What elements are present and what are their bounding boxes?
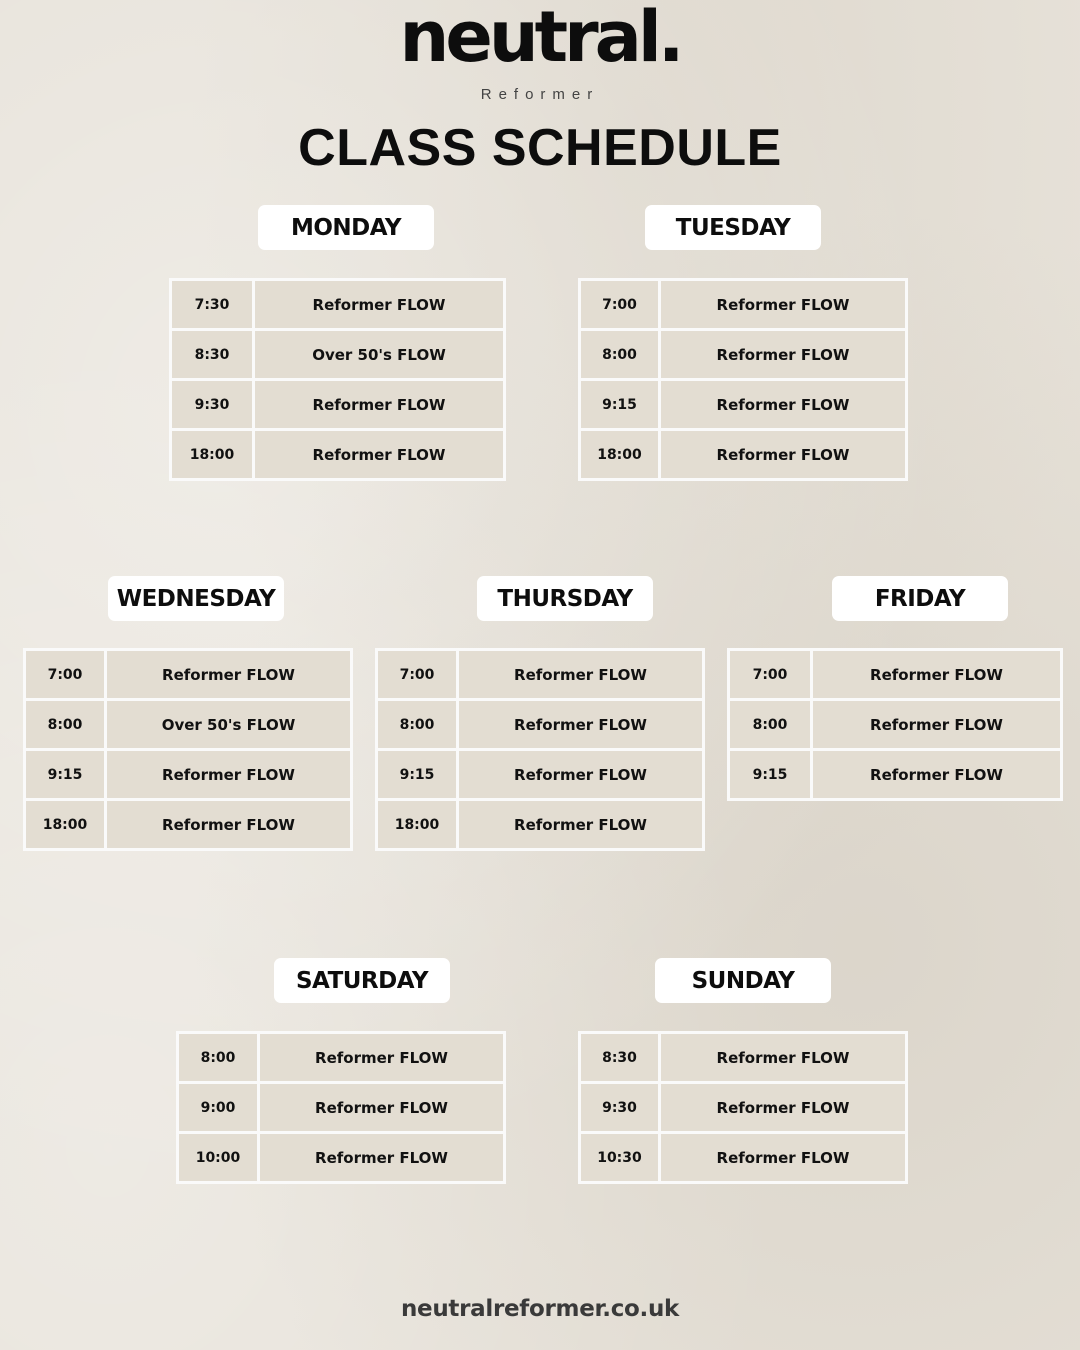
table-row: [171, 380, 505, 430]
table-row: [377, 800, 704, 850]
table-row: [729, 750, 1062, 800]
time-cell: 9:15: [377, 750, 458, 800]
time-cell: 18:00: [377, 800, 458, 850]
table-row: [580, 430, 907, 480]
time-cell: 7:00: [25, 650, 106, 700]
class-cell: Over 50's FLOW: [106, 700, 352, 750]
day-label-saturday: SATURDAY: [274, 958, 450, 1003]
class-cell: Reformer FLOW: [254, 430, 505, 480]
class-cell: Over 50's FLOW: [254, 330, 505, 380]
class-cell: Reformer FLOW: [254, 380, 505, 430]
class-cell: Reformer FLOW: [259, 1033, 505, 1083]
time-cell: 7:00: [377, 650, 458, 700]
time-cell: 7:30: [171, 280, 254, 330]
class-cell: Reformer FLOW: [458, 700, 704, 750]
class-cell: Reformer FLOW: [660, 1033, 907, 1083]
schedule-table-monday: [169, 278, 506, 481]
table-row: [377, 650, 704, 700]
time-cell: 9:15: [580, 380, 660, 430]
day-label-tuesday: TUESDAY: [645, 205, 821, 250]
table-row: [580, 330, 907, 380]
brand-subtitle: Reformer: [480, 86, 600, 103]
table-row: [729, 700, 1062, 750]
time-cell: 8:00: [580, 330, 660, 380]
table-row: [377, 750, 704, 800]
table-row: [171, 330, 505, 380]
table-row: [178, 1133, 505, 1183]
class-cell: Reformer FLOW: [106, 650, 352, 700]
time-cell: 9:30: [580, 1083, 660, 1133]
schedule-table-sunday: [578, 1031, 908, 1184]
time-cell: 7:00: [580, 280, 660, 330]
time-cell: 9:15: [25, 750, 106, 800]
class-cell: Reformer FLOW: [660, 380, 907, 430]
time-cell: 9:15: [729, 750, 812, 800]
class-cell: Reformer FLOW: [106, 800, 352, 850]
class-cell: Reformer FLOW: [254, 280, 505, 330]
class-cell: Reformer FLOW: [812, 650, 1062, 700]
table-row: [580, 280, 907, 330]
schedule-table-tuesday: [578, 278, 908, 481]
class-cell: Reformer FLOW: [812, 700, 1062, 750]
class-cell: Reformer FLOW: [660, 330, 907, 380]
class-cell: Reformer FLOW: [259, 1133, 505, 1183]
time-cell: 7:00: [729, 650, 812, 700]
time-cell: 8:30: [580, 1033, 660, 1083]
class-cell: Reformer FLOW: [458, 750, 704, 800]
time-cell: 8:00: [178, 1033, 259, 1083]
table-row: [25, 650, 352, 700]
class-cell: Reformer FLOW: [660, 280, 907, 330]
class-cell: Reformer FLOW: [812, 750, 1062, 800]
day-label-sunday: SUNDAY: [655, 958, 831, 1003]
schedule-table-friday: [727, 648, 1063, 801]
table-row: [171, 430, 505, 480]
time-cell: 8:00: [377, 700, 458, 750]
time-cell: 8:00: [729, 700, 812, 750]
time-cell: 18:00: [25, 800, 106, 850]
class-cell: Reformer FLOW: [458, 800, 704, 850]
website-link[interactable]: neutralreformer.co.uk: [400, 1296, 680, 1322]
time-cell: 18:00: [171, 430, 254, 480]
time-cell: 8:30: [171, 330, 254, 380]
table-row: [580, 1033, 907, 1083]
schedule-table-wednesday: [23, 648, 353, 851]
day-label-wednesday: WEDNESDAY: [108, 576, 284, 621]
time-cell: 10:30: [580, 1133, 660, 1183]
table-row: [729, 650, 1062, 700]
table-row: [25, 700, 352, 750]
schedule-table-saturday: [176, 1031, 506, 1184]
time-cell: 8:00: [25, 700, 106, 750]
table-row: [580, 1133, 907, 1183]
class-cell: Reformer FLOW: [458, 650, 704, 700]
time-cell: 10:00: [178, 1133, 259, 1183]
table-row: [178, 1033, 505, 1083]
page-title: CLASS SCHEDULE: [298, 119, 782, 177]
day-label-thursday: THURSDAY: [477, 576, 653, 621]
brand-logo: neutral.: [399, 0, 681, 78]
table-row: [25, 800, 352, 850]
class-cell: Reformer FLOW: [660, 430, 907, 480]
table-row: [171, 280, 505, 330]
table-row: [580, 1083, 907, 1133]
time-cell: 9:00: [178, 1083, 259, 1133]
table-row: [580, 380, 907, 430]
table-row: [377, 700, 704, 750]
day-label-friday: FRIDAY: [832, 576, 1008, 621]
schedule-table-thursday: [375, 648, 705, 851]
class-cell: Reformer FLOW: [259, 1083, 505, 1133]
day-label-monday: MONDAY: [258, 205, 434, 250]
table-row: [178, 1083, 505, 1133]
time-cell: 9:30: [171, 380, 254, 430]
class-cell: Reformer FLOW: [660, 1133, 907, 1183]
table-row: [25, 750, 352, 800]
time-cell: 18:00: [580, 430, 660, 480]
class-cell: Reformer FLOW: [660, 1083, 907, 1133]
class-cell: Reformer FLOW: [106, 750, 352, 800]
